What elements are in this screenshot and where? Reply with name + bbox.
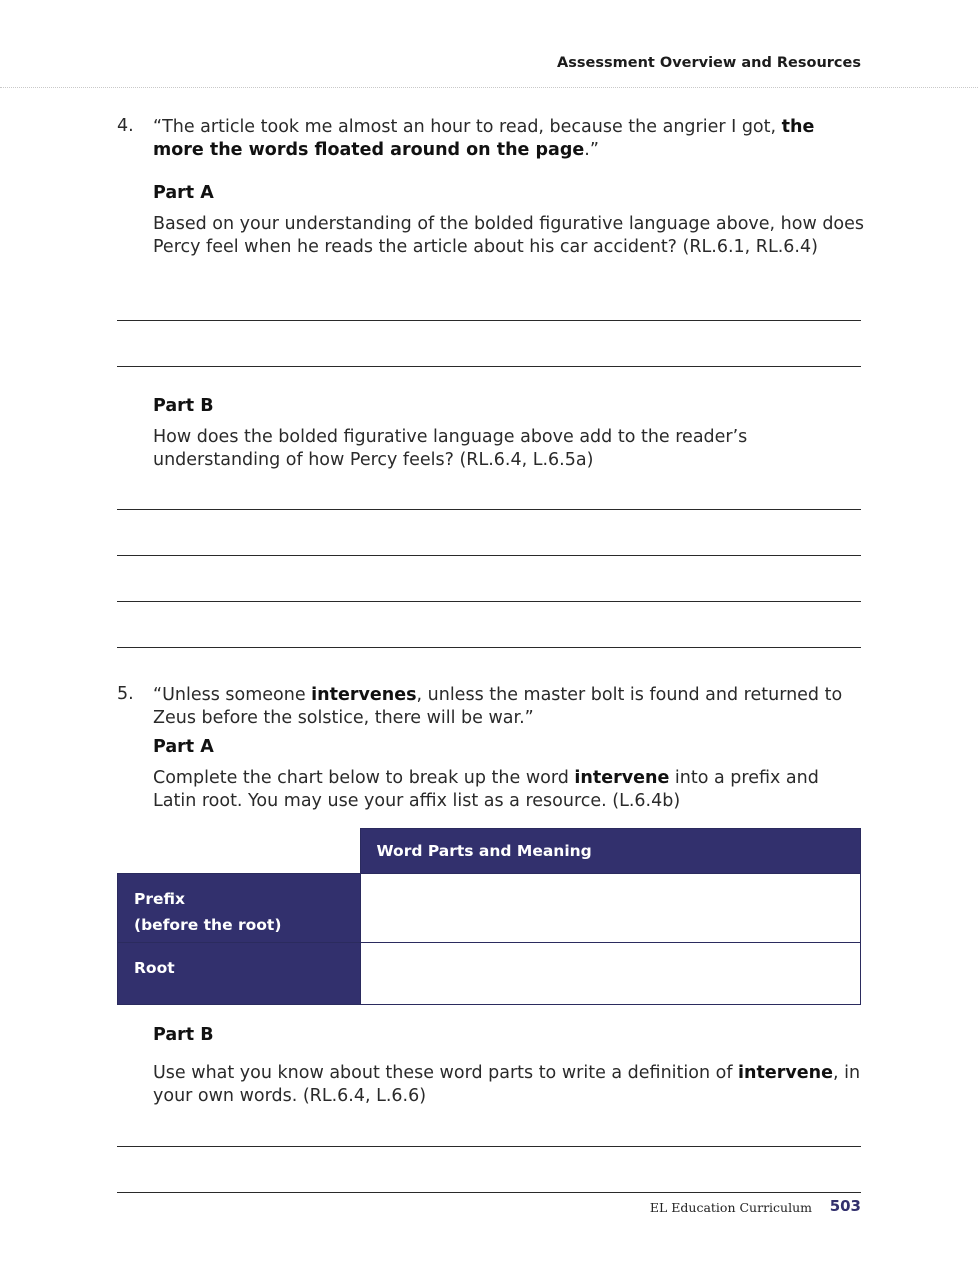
answer-line[interactable] (117, 601, 861, 602)
word-parts-table (117, 828, 861, 1005)
answer-line[interactable] (117, 320, 861, 321)
vocabulary-word-bold: intervene (738, 1063, 833, 1083)
table-corner (118, 829, 361, 874)
question-4-number: 4. (117, 116, 134, 136)
answer-line[interactable] (117, 647, 861, 648)
table-row (118, 943, 861, 1005)
question-5-quote (153, 684, 865, 730)
question-4-part-a-prompt: Based on your understanding of the bolded figurative language above, how does Percy feel when he reads the article about his car accident? (RL.6.1, RL.6.4) (153, 214, 865, 257)
row-header-subline: (before the root) (134, 916, 282, 934)
running-header: Assessment Overview and Resources (557, 55, 861, 71)
quote-text: “Unless someone (153, 685, 312, 705)
prompt-text: Complete the chart below to break up the word (153, 768, 575, 788)
quote-text-end: , unless the master bolt is found and returned to Zeus before the solstice, there will be war.” (153, 685, 843, 728)
quote-text: “The article took me almost an hour to read, because the angrier I got, (153, 117, 782, 137)
page-number: 503 (829, 1197, 861, 1215)
question-5-part-b-label: Part B (153, 1025, 214, 1045)
question-5-part-b-prompt (153, 1062, 865, 1108)
answer-line[interactable] (117, 366, 861, 367)
vocabulary-word-bold: intervenes (311, 685, 417, 705)
answer-line[interactable] (117, 1146, 861, 1147)
header-divider (0, 87, 978, 88)
figurative-language-bold: the more the words floated around on the page (153, 117, 815, 160)
prompt-text-end: , in your own words. (RL.6.4, L.6.6) (153, 1063, 861, 1106)
answer-line[interactable] (117, 555, 861, 556)
vocabulary-word-bold: intervene (574, 768, 670, 788)
row-header-line: Prefix (134, 890, 186, 908)
row-header-line: Root (134, 959, 175, 977)
prompt-text-end: into a prefix and Latin root. You may use your affix list as a resource. (L.6.4b) (153, 768, 819, 811)
row-header-prefix (118, 874, 361, 943)
footer-source: EL Education Curriculum (649, 1200, 812, 1215)
table-row (118, 874, 861, 943)
prompt-text: Use what you know about these word parts to write a definition of (153, 1063, 739, 1083)
table-column-header: Word Parts and Meaning (360, 829, 861, 874)
question-4-part-b-label: Part B (153, 396, 214, 416)
question-5-part-a-label: Part A (153, 737, 214, 757)
question-5-number: 5. (117, 684, 134, 704)
question-4-part-b-prompt: How does the bolded figurative language above add to the reader’s understanding of how Percy feels? (RL.6.4, L.6.5a) (153, 427, 748, 470)
question-4-part-a-label: Part A (153, 183, 214, 203)
row-header-root (118, 943, 361, 1005)
question-5-part-a-prompt (153, 767, 865, 813)
prefix-answer-cell[interactable] (360, 874, 861, 943)
quote-text-end: .” (584, 140, 599, 160)
answer-line[interactable] (117, 1192, 861, 1193)
root-answer-cell[interactable] (360, 943, 861, 1005)
question-4-quote (153, 116, 865, 162)
answer-line[interactable] (117, 509, 861, 510)
